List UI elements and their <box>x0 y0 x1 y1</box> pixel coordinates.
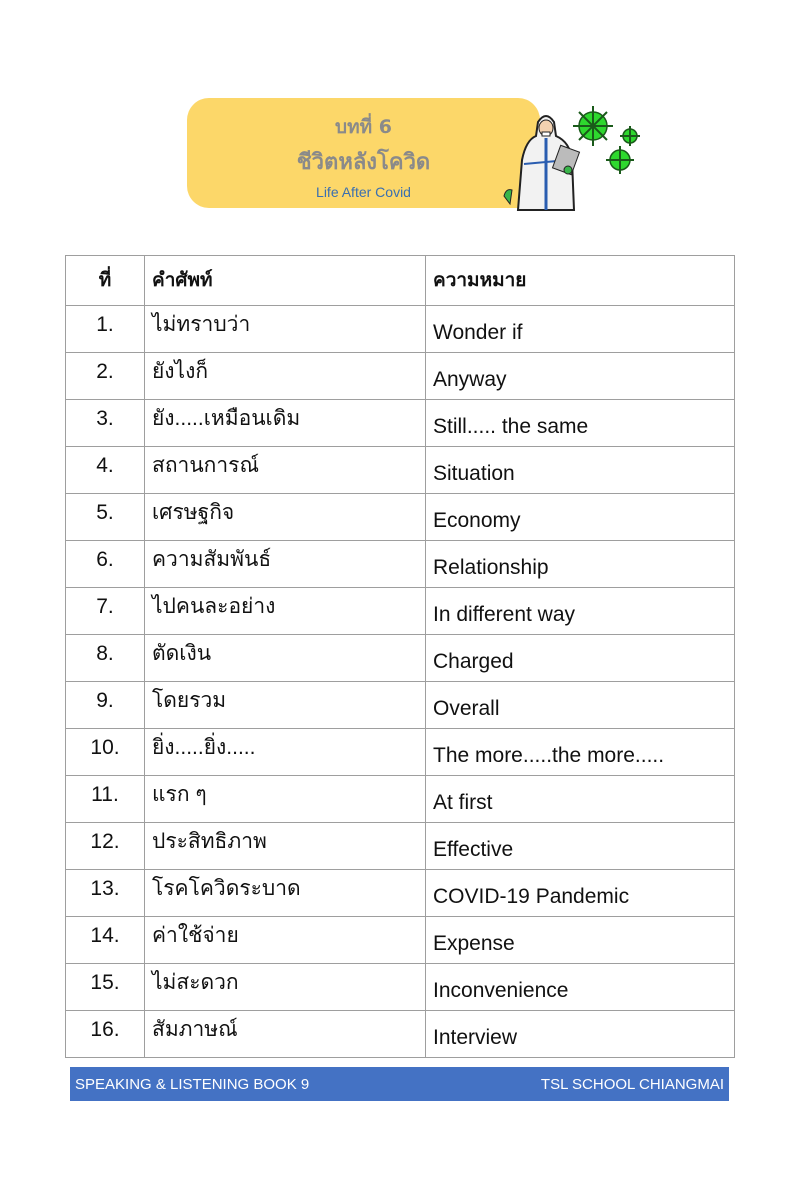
cell-number: 15. <box>66 964 145 1011</box>
table-row <box>66 635 735 682</box>
cell-vocabulary: ความสัมพันธ์ <box>145 541 426 588</box>
table-row <box>66 1011 735 1058</box>
table-row <box>66 823 735 870</box>
cell-number: 14. <box>66 917 145 964</box>
footer-book-title: SPEAKING & LISTENING BOOK 9 <box>75 1075 310 1093</box>
cell-meaning: Charged <box>426 635 735 682</box>
lesson-number: บทที่ 6 <box>335 116 392 138</box>
cell-meaning: In different way <box>426 588 735 635</box>
hazmat-worker-virus-illustration <box>498 100 648 212</box>
cell-vocabulary: ประสิทธิภาพ <box>145 823 426 870</box>
cell-meaning: Inconvenience <box>426 964 735 1011</box>
cell-meaning: Relationship <box>426 541 735 588</box>
cell-vocabulary: แรก ๆ <box>145 776 426 823</box>
table-row <box>66 682 735 729</box>
cell-vocabulary: ค่าใช้จ่าย <box>145 917 426 964</box>
table-row <box>66 917 735 964</box>
cell-number: 11. <box>66 776 145 823</box>
cell-number: 12. <box>66 823 145 870</box>
cell-number: 9. <box>66 682 145 729</box>
cell-number: 7. <box>66 588 145 635</box>
cell-meaning: Anyway <box>426 353 735 400</box>
cell-meaning: Still..... the same <box>426 400 735 447</box>
cell-vocabulary: โดยรวม <box>145 682 426 729</box>
table-row <box>66 729 735 776</box>
cell-vocabulary: ไม่ทราบว่า <box>145 306 426 353</box>
cell-meaning: Effective <box>426 823 735 870</box>
cell-vocabulary: ยัง.....เหมือนเดิม <box>145 400 426 447</box>
cell-vocabulary: ไปคนละอย่าง <box>145 588 426 635</box>
cell-meaning: The more.....the more..... <box>426 729 735 776</box>
table-row <box>66 353 735 400</box>
lesson-title-english: Life After Covid <box>316 184 411 200</box>
cell-number: 1. <box>66 306 145 353</box>
header-meaning: ความหมาย <box>426 256 735 306</box>
vocabulary-table <box>65 255 735 1058</box>
table-row <box>66 776 735 823</box>
hazmat-worker-icon <box>504 116 580 210</box>
table-header-row <box>66 256 735 306</box>
header-vocabulary: คำศัพท์ <box>145 256 426 306</box>
cell-meaning: Interview <box>426 1011 735 1058</box>
cell-vocabulary: สถานการณ์ <box>145 447 426 494</box>
cell-number: 13. <box>66 870 145 917</box>
cell-vocabulary: ไม่สะดวก <box>145 964 426 1011</box>
table-row <box>66 494 735 541</box>
cell-meaning: Overall <box>426 682 735 729</box>
cell-meaning: Wonder if <box>426 306 735 353</box>
table-row <box>66 588 735 635</box>
table-row <box>66 400 735 447</box>
cell-number: 10. <box>66 729 145 776</box>
cell-vocabulary: ตัดเงิน <box>145 635 426 682</box>
cell-number: 16. <box>66 1011 145 1058</box>
footer-bar <box>70 1067 729 1101</box>
cell-vocabulary: โรคโควิดระบาด <box>145 870 426 917</box>
cell-vocabulary: ยิ่ง.....ยิ่ง..... <box>145 729 426 776</box>
lesson-title-thai: ชีวิตหลังโควิด <box>296 150 431 175</box>
cell-meaning: COVID-19 Pandemic <box>426 870 735 917</box>
cell-vocabulary: สัมภาษณ์ <box>145 1011 426 1058</box>
cell-meaning: Economy <box>426 494 735 541</box>
cell-meaning: At first <box>426 776 735 823</box>
cell-number: 8. <box>66 635 145 682</box>
cell-number: 5. <box>66 494 145 541</box>
lesson-banner <box>187 98 540 208</box>
table-row <box>66 447 735 494</box>
cell-number: 4. <box>66 447 145 494</box>
header-number: ที่ <box>66 256 145 306</box>
virus-icon <box>573 106 640 174</box>
table-row <box>66 541 735 588</box>
table-row <box>66 306 735 353</box>
cell-number: 2. <box>66 353 145 400</box>
footer-school-name: TSL SCHOOL CHIANGMAI <box>540 1075 724 1093</box>
cell-vocabulary: ยังไงก็ <box>145 353 426 400</box>
table-row <box>66 870 735 917</box>
cell-vocabulary: เศรษฐกิจ <box>145 494 426 541</box>
cell-meaning: Situation <box>426 447 735 494</box>
table-row <box>66 964 735 1011</box>
cell-number: 3. <box>66 400 145 447</box>
cell-number: 6. <box>66 541 145 588</box>
cell-meaning: Expense <box>426 917 735 964</box>
